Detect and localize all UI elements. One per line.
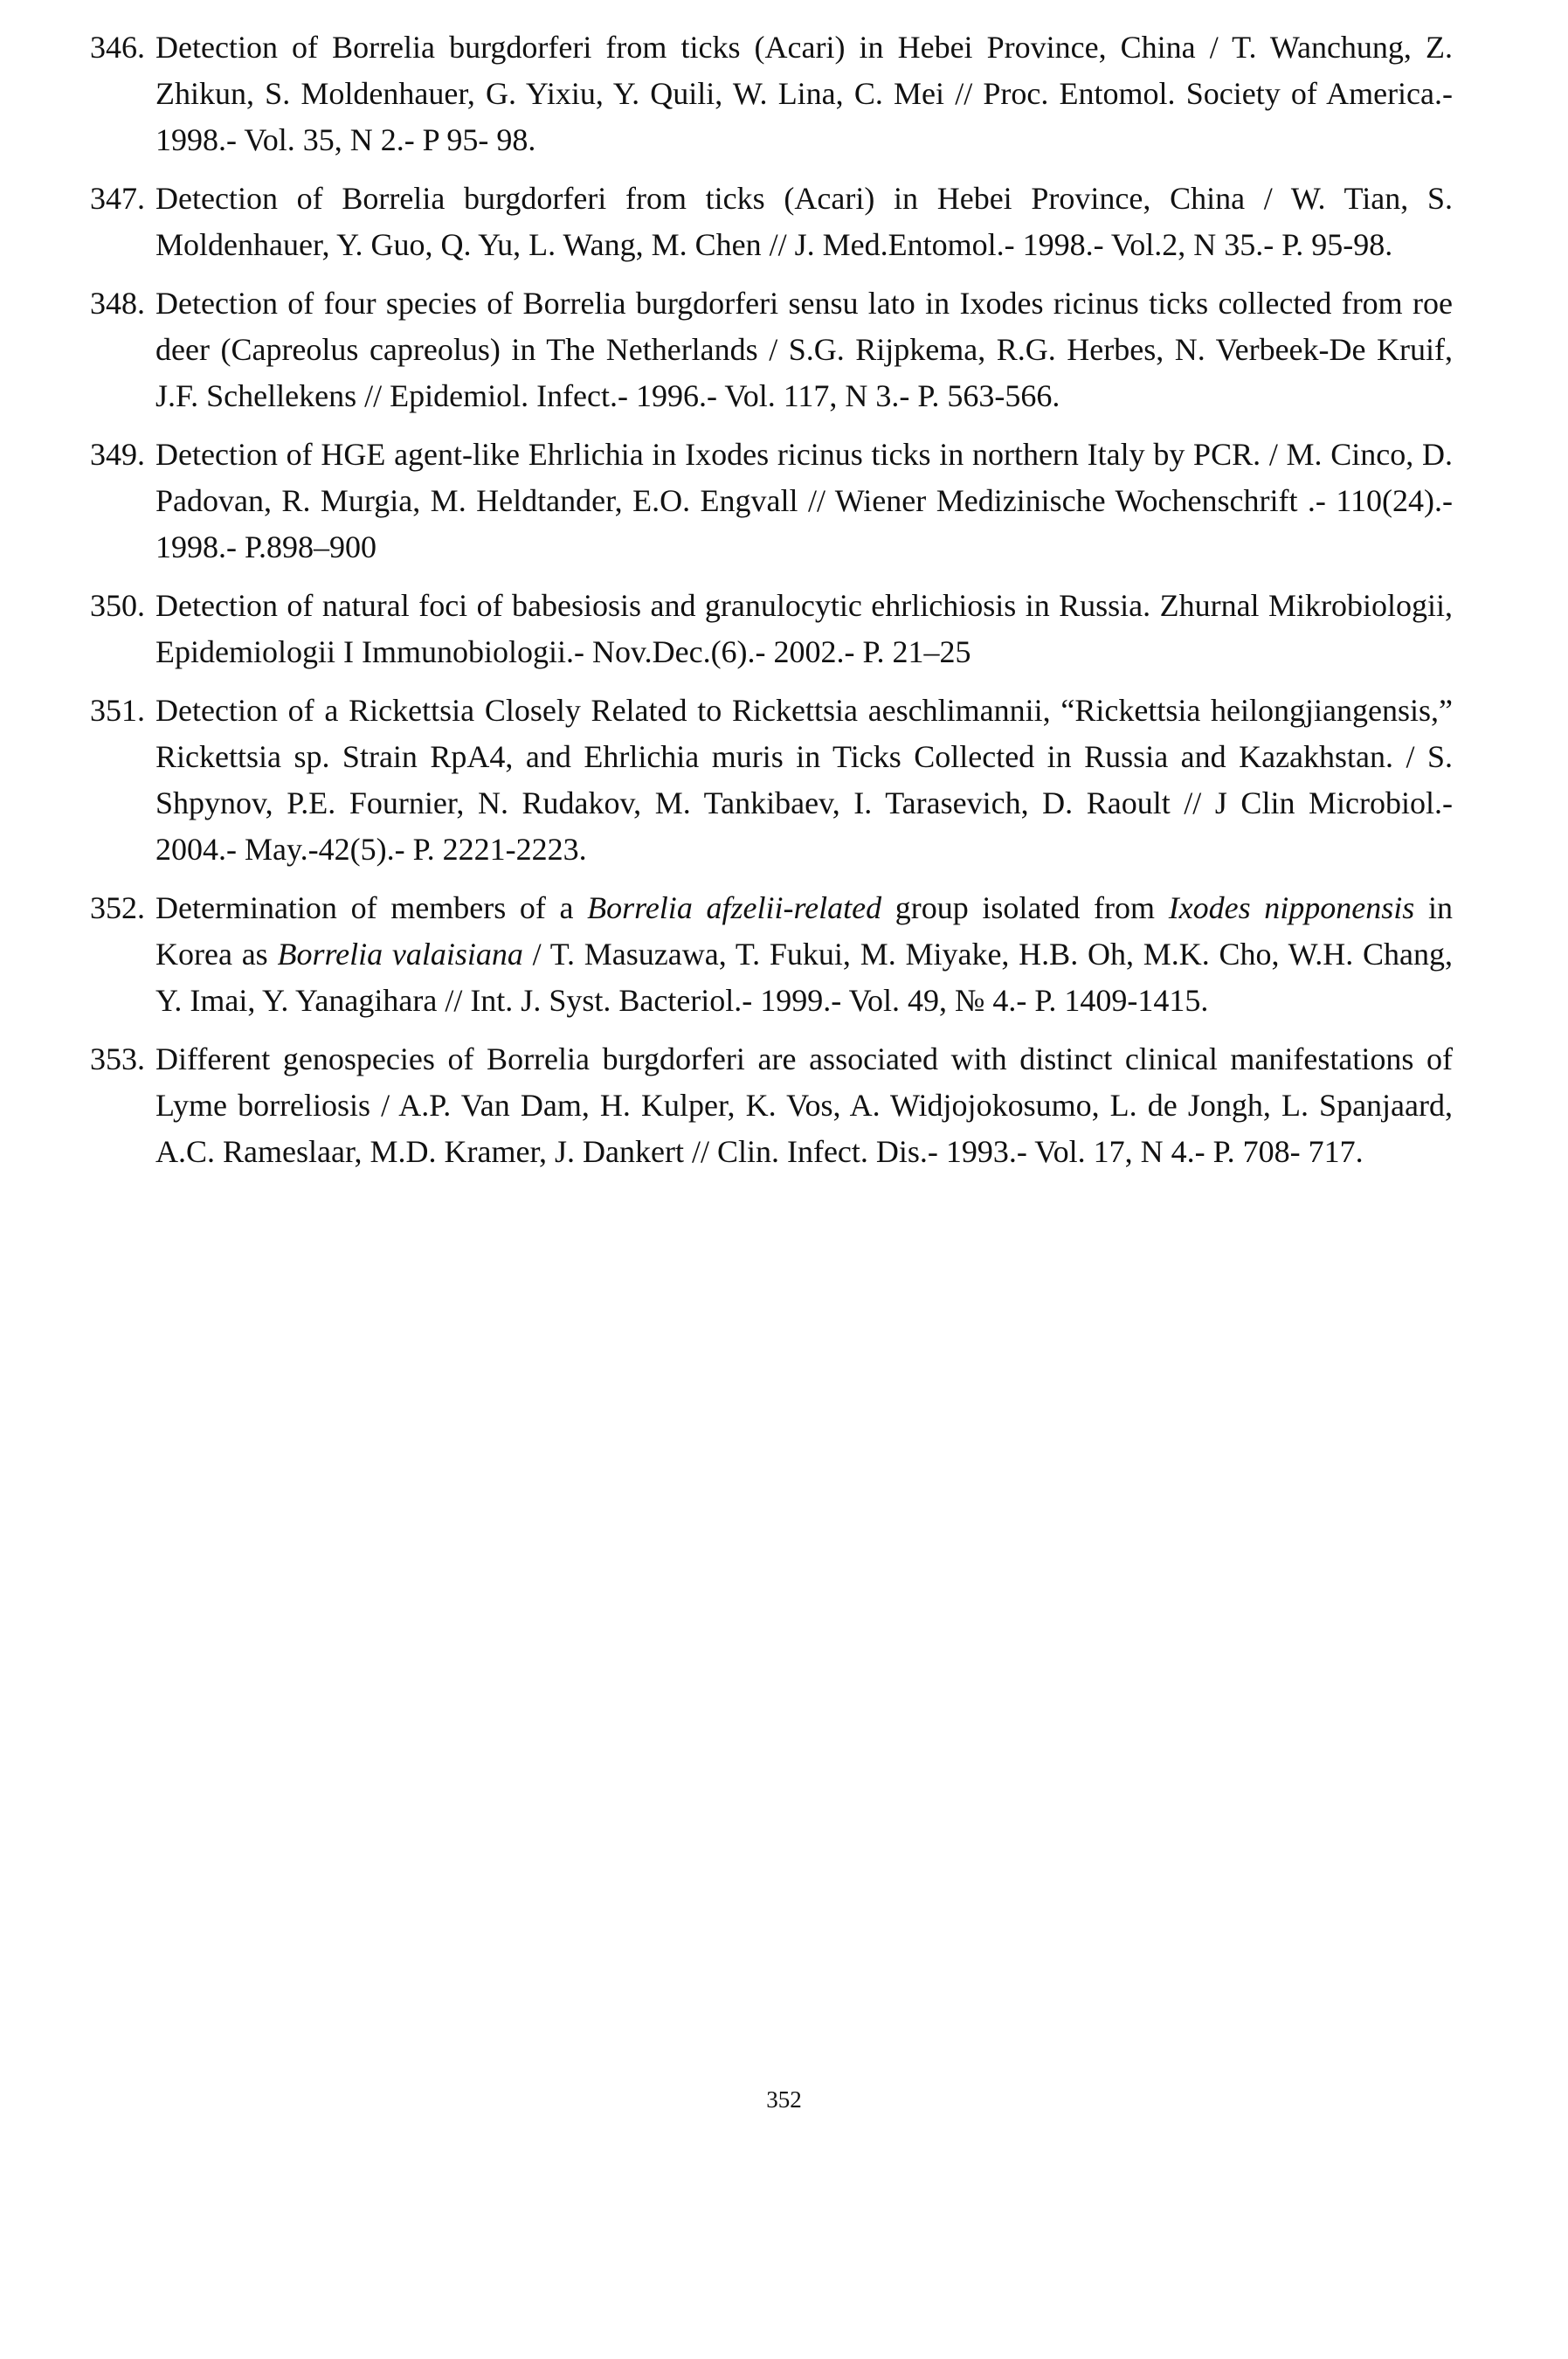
reference-text bbox=[155, 693, 1453, 867]
reference-item bbox=[90, 24, 1453, 163]
reference-item bbox=[90, 280, 1453, 419]
reference-item bbox=[90, 432, 1453, 571]
reference-text bbox=[155, 890, 1453, 1018]
reference-item bbox=[90, 1036, 1453, 1175]
reference-number: 353. bbox=[90, 1041, 145, 1076]
reference-item bbox=[90, 688, 1453, 873]
reference-text-segment: Detection of four species of Borrelia burgdorferi sensu lato in Ixodes ricinus ticks collected from roe deer (Capreolus capreolus) in The Netherlands / S.G. Rijpkema, R.G. Herbes, N. Verbeek-De Kruif, J.F. Schellekens // Epidemiol. Infect.- 1996.- Vol. 117, N 3.- P. 563-566. bbox=[155, 286, 1453, 413]
reference-text-segment: in Korea as bbox=[155, 890, 1453, 972]
reference-number: 346. bbox=[90, 30, 145, 65]
reference-number: 350. bbox=[90, 588, 145, 623]
reference-text-segment: Different genospecies of Borrelia burgdorferi are associated with distinct clinical manifestations of Lyme borreliosis / A.P. Van Dam, H. Kulper, K. Vos, A. Widjojokosumo, L. de Jongh, L. Spanjaard, A.C. Rameslaar, M.D. Kramer, J. Dankert // Clin. Infect. Dis.- 1993.- Vol. 17, N 4.- P. 708- 717. bbox=[155, 1041, 1453, 1169]
reference-item bbox=[90, 583, 1453, 675]
reference-text-segment: Detection of a Rickettsia Closely Related to Rickettsia aeschlimannii, “Rickettsia heilongjiangensis,” Rickettsia sp. Strain RpA4, and Ehrlichia muris in Ticks Collected in Russia and Kazakhstan. / S. Shpynov, P.E. Fournier, N. Rudakov, M. Tankibaev, I. Tarasevich, D. Raoult // J Clin Microbiol.- 2004.- May.-42(5).- P. 2221-2223. bbox=[155, 693, 1453, 867]
reference-item bbox=[90, 176, 1453, 268]
reference-text-segment: group isolated from bbox=[881, 890, 1169, 925]
reference-text bbox=[155, 1041, 1453, 1169]
reference-text-segment: / T. Masuzawa, T. Fukui, M. Miyake, H.B. Oh, M.K. Cho, W.H. Chang, Y. Imai, Y. Yanagihara // Int. J. Syst. Bacteriol.- 1999.- Vol. 49, № 4.- P. 1409-1415. bbox=[155, 937, 1453, 1018]
reference-text-segment: Detection of Borrelia burgdorferi from ticks (Acari) in Hebei Province, China / T. Wanchung, Z. Zhikun, S. Moldenhauer, G. Yixiu, Y. Quili, W. Lina, C. Mei // Proc. Entomol. Society of America.- 1998.- Vol. 35, N 2.- P 95- 98. bbox=[155, 30, 1453, 157]
reference-text-segment: Detection of natural foci of babesiosis and granulocytic ehrlichiosis in Russia. Zhurnal Mikrobiologii, Epidemiologii I Immunobiologii.- Nov.Dec.(6).- 2002.- P. 21–25 bbox=[155, 588, 1453, 669]
italic-species-name: Ixodes nipponensis bbox=[1168, 890, 1415, 925]
reference-text bbox=[155, 588, 1453, 669]
page-number: 352 bbox=[766, 2086, 802, 2113]
reference-item bbox=[90, 885, 1453, 1024]
reference-list bbox=[90, 24, 1453, 1187]
reference-text bbox=[155, 181, 1453, 262]
reference-text-segment: Detection of HGE agent-like Ehrlichia in Ixodes ricinus ticks in northern Italy by PCR. / M. Cinco, D. Padovan, R. Murgia, M. Heldtander, E.O. Engvall // Wiener Medizinische Wochenschrift .- 110(24).- 1998.- P.898–900 bbox=[155, 437, 1453, 564]
italic-species-name: Borrelia afzelii-related bbox=[587, 890, 882, 925]
reference-text-segment: Detection of Borrelia burgdorferi from ticks (Acari) in Hebei Province, China / W. Tian, S. Moldenhauer, Y. Guo, Q. Yu, L. Wang, M. Chen // J. Med.Entomol.- 1998.- Vol.2, N 35.- P. 95-98. bbox=[155, 181, 1453, 262]
reference-text bbox=[155, 30, 1453, 157]
reference-text bbox=[155, 286, 1453, 413]
reference-number: 348. bbox=[90, 286, 145, 321]
reference-number: 349. bbox=[90, 437, 145, 472]
italic-species-name: Borrelia valaisiana bbox=[277, 937, 523, 972]
reference-number: 347. bbox=[90, 181, 145, 216]
reference-text-segment: Determination of members of a bbox=[155, 890, 588, 925]
reference-number: 351. bbox=[90, 693, 145, 728]
reference-text bbox=[155, 437, 1453, 564]
reference-number: 352. bbox=[90, 890, 145, 925]
